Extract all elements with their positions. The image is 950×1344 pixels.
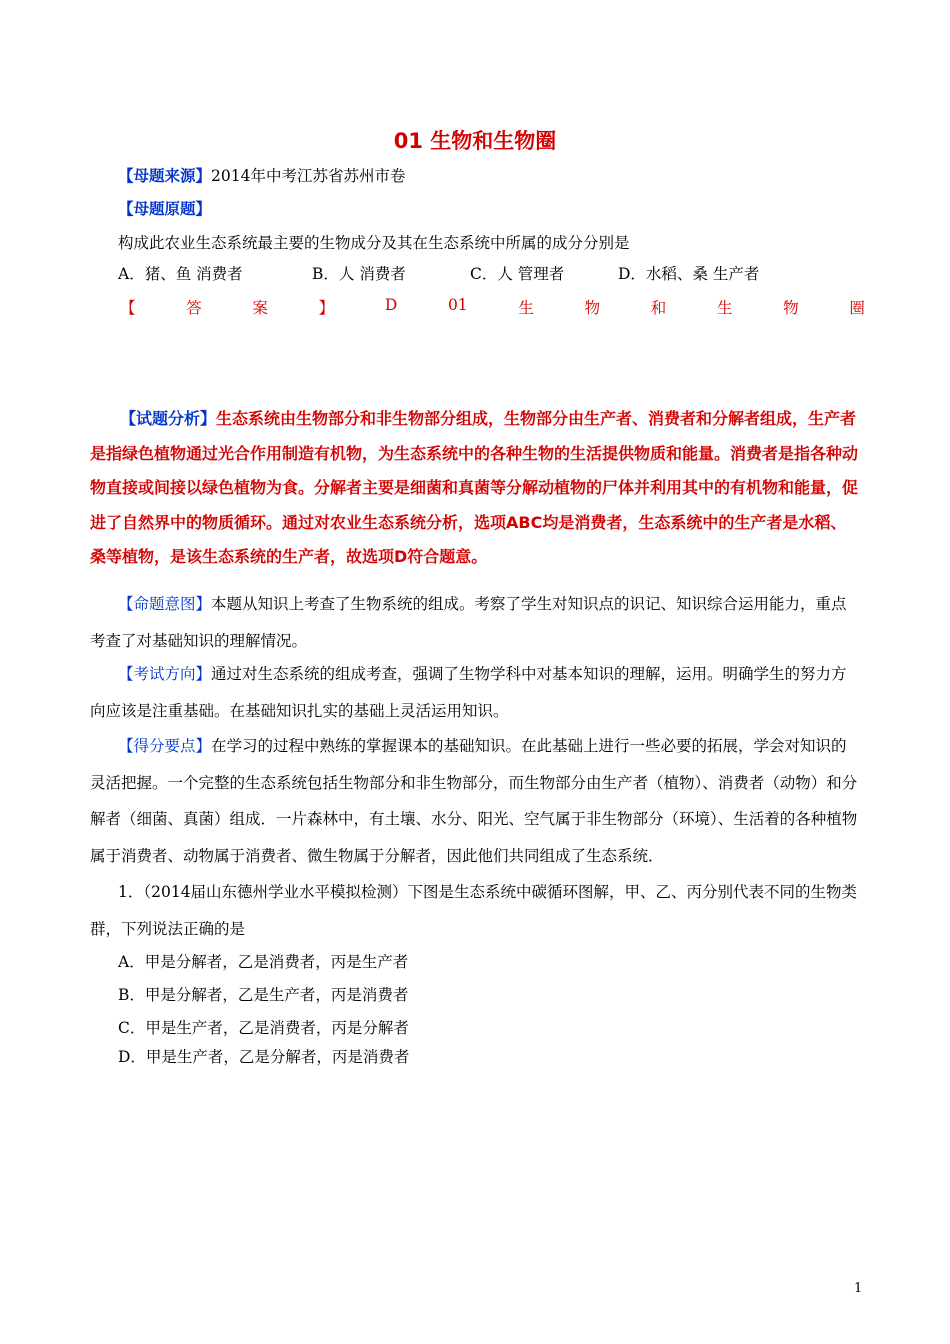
question-1-choice-c: C．甲是生产者，乙是消费者，丙是分解者 <box>118 1019 409 1037</box>
answer-token: 圈 <box>849 299 865 317</box>
question-1-choice-d: D．甲是生产者，乙是分解者，丙是消费者 <box>118 1048 410 1066</box>
intent-paragraph <box>90 586 862 659</box>
question-1-choice-a: A．甲是分解者，乙是消费者，丙是生产者 <box>118 953 409 971</box>
points-text: 在学习的过程中熟练的掌握课本的基础知识。在此基础上进行一些必要的拓展，学会对知识的灵活把握。一个完整的生态系统包括生物部分和非生物部分，而生物部分由生产者（植物）、消费者（动物）和分解者（细菌、真菌）组成．一片森林中，有土壤、水分、阳光、空气属于非生物部分（环境）、生活着的各种植物属于消费者、动物属于消费者、微生物属于分解者，因此他们共同组成了生态系统． <box>90 737 858 865</box>
answer-token: 】 <box>318 299 335 317</box>
analysis-paragraph <box>90 402 860 575</box>
answer-token: 物 <box>783 299 799 317</box>
answer-token: 01 <box>447 296 468 314</box>
answer-token: 和 <box>650 299 667 317</box>
question-label: 【母题原题】 <box>118 200 212 218</box>
page-number: 1 <box>854 1281 863 1296</box>
question-1-stem: 1．（2014届山东德州学业水平模拟检测）下图是生态系统中碳循环图解，甲、乙、丙分别代表不同的生物类群，下列说法正确的是 <box>90 883 858 938</box>
intent-text: 本题从知识上考查了生物系统的组成。考察了学生对知识点的识记、知识综合运用能力，重点考查了对基础知识的理解情况。 <box>90 595 847 650</box>
option-a: A．猪、鱼 消费者 <box>118 265 243 283</box>
answer-line <box>120 296 865 318</box>
page-title: 01 生物和生物圈 <box>393 129 557 153</box>
question-1-choice-b: B．甲是分解者，乙是生产者，丙是消费者 <box>118 986 409 1004</box>
answer-token: 生 <box>716 299 733 317</box>
direction-paragraph <box>90 656 862 729</box>
question-text: 构成此农业生态系统最主要的生物成分及其在生态系统中所属的成分分别是 <box>118 234 630 252</box>
analysis-label: 【试题分析】 <box>120 409 217 428</box>
source-text: 2014年中考江苏省苏州市卷 <box>211 167 406 185</box>
source-line <box>118 164 405 186</box>
answer-token: 答 <box>186 299 202 317</box>
answer-token: 案 <box>252 299 268 317</box>
answer-token: D <box>384 296 398 314</box>
answer-token: 物 <box>584 299 601 317</box>
option-b: B．人 消费者 <box>312 265 406 283</box>
direction-text: 通过对生态系统的组成考查，强调了生物学科中对基本知识的理解，运用。明确学生的努力方向应该是注重基础。在基础知识扎实的基础上灵活运用知识。 <box>90 665 847 720</box>
option-d: D．水稻、桑 生产者 <box>618 265 760 283</box>
option-c: C．人 管理者 <box>470 265 565 283</box>
points-label: 【得分要点】 <box>118 737 212 755</box>
direction-label: 【考试方向】 <box>118 665 212 683</box>
points-paragraph <box>90 728 862 874</box>
intent-label: 【命题意图】 <box>118 595 212 613</box>
source-label: 【母题来源】 <box>118 167 212 185</box>
answer-token: 【 <box>120 299 136 317</box>
analysis-text: 生态系统由生物部分和非生物部分组成，生物部分由生产者、消费者和分解者组成，生产者是指绿色植物通过光合作用制造有机物，为生态系统中的各种生物的生活提供物质和能量。消费者是指各种动物直接或间接以绿色植物为食。分解者主要是细菌和真菌等分解动植物的尸体并利用其中的有机物和能量，促进了自然界中的物质循环。通过对农业生态系统分析，选项ABC均是消费者，生态系统中的生产者是水稻、桑等植物，是该生态系统的生产者，故选项D符合题意。 <box>90 409 859 566</box>
answer-token: 生 <box>518 299 534 317</box>
